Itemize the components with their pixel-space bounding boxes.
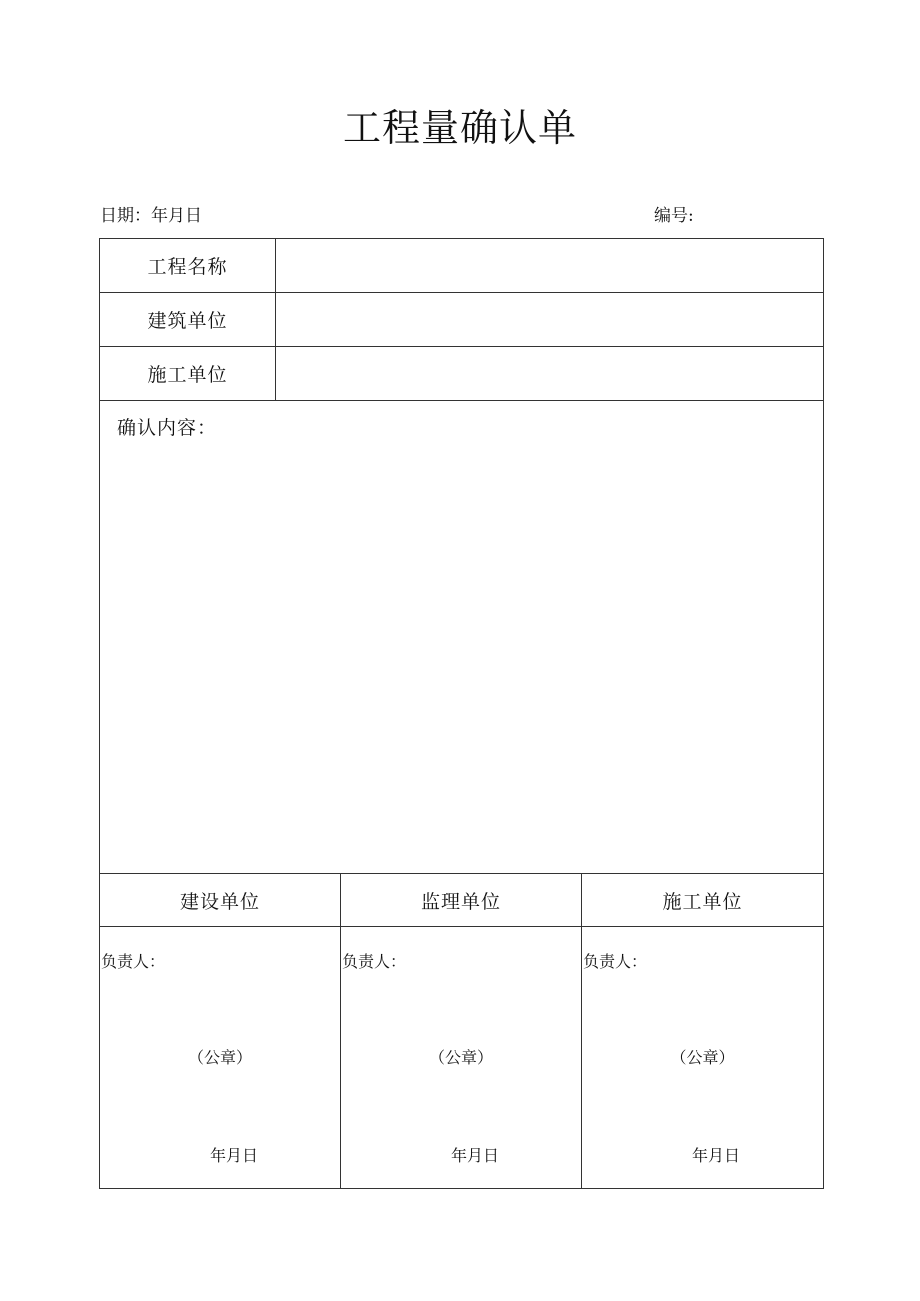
owner-date-label: 年月日 xyxy=(210,1146,259,1165)
supervisor-date-label: 年月日 xyxy=(451,1146,500,1165)
building-unit-label: 建筑单位 xyxy=(100,293,276,346)
supervisor-unit-label: 监理单位 xyxy=(420,890,501,913)
date-label: 日期：年月日 xyxy=(100,206,202,226)
signature-cell-supervisor[interactable] xyxy=(341,927,582,1188)
signature-cell-contractor[interactable] xyxy=(582,927,823,1188)
signature-header-contractor xyxy=(582,874,823,926)
info-row-project-name xyxy=(100,239,823,293)
info-row-building-unit xyxy=(100,293,823,347)
info-row-construction-unit xyxy=(100,347,823,401)
construction-unit-field[interactable] xyxy=(276,347,823,400)
project-name-label: 工程名称 xyxy=(100,239,276,292)
construction-unit-label: 施工单位 xyxy=(100,347,276,400)
owner-unit-label: 建设单位 xyxy=(179,890,260,913)
contractor-responsible-label: 负责人： xyxy=(583,952,648,971)
form-title: 工程量确认单 xyxy=(342,106,577,150)
project-name-field[interactable] xyxy=(276,239,823,292)
contractor-date-label: 年月日 xyxy=(692,1146,741,1165)
confirmation-content-area[interactable] xyxy=(100,401,823,874)
confirmation-content-label: 确认内容： xyxy=(117,417,218,439)
supervisor-seal-label: （公章） xyxy=(428,1048,493,1067)
building-unit-field[interactable] xyxy=(276,293,823,346)
signature-body-row xyxy=(100,927,823,1188)
signature-cell-owner[interactable] xyxy=(100,927,341,1188)
signature-header-owner xyxy=(100,874,341,926)
confirmation-form xyxy=(99,238,824,1189)
supervisor-responsible-label: 负责人： xyxy=(342,952,407,971)
owner-responsible-label: 负责人： xyxy=(101,952,166,971)
signature-header-supervisor xyxy=(341,874,582,926)
contractor-unit-label: 施工单位 xyxy=(662,890,743,913)
contractor-seal-label: （公章） xyxy=(670,1048,735,1067)
signature-header-row xyxy=(100,874,823,927)
owner-seal-label: （公章） xyxy=(187,1048,252,1067)
number-label: 编号: xyxy=(654,206,694,226)
